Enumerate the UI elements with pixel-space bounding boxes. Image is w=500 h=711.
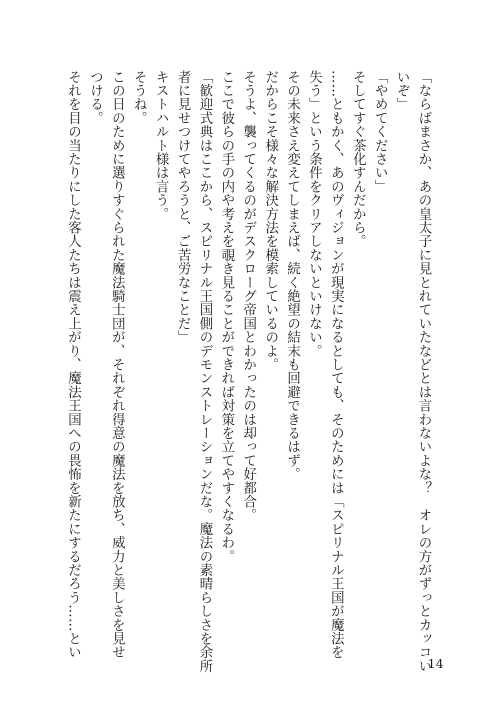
text-line: つける。: [87, 70, 103, 125]
text-line: だからこそ様々な解決方法を模索しているのよ。: [262, 70, 278, 372]
text-line: そうよ、襲ってくるのがデスクローグ帝国とわかったのは却って好都合。: [240, 70, 256, 523]
text-line: その未来さえ変えてしまえば、続く絶望の結末も回避できるはず。: [284, 70, 300, 481]
text-line: ……ともかく、あのヴィジョンが現実になるとしても、そのためには「スピリナル王国が魔法を: [328, 70, 344, 660]
text-line: 「やめてください」: [372, 70, 388, 194]
text-line: 「ならばまさか、あの皇太子に見とれていたなどとは言わないよな？ オレの方がずっとカッコい: [416, 70, 431, 673]
page-number: 14: [427, 657, 444, 671]
text-line: 者に見せつけてやろうと、ご苦労なことだ」: [175, 70, 191, 344]
text-line: いぞ」: [394, 70, 410, 112]
body-text: [62, 70, 434, 673]
text-line: そうね。: [131, 70, 147, 125]
text-line: それを目の当たりにした客人たちは震え上がり、魔法王国への畏怖を新たにするだろう……とい: [65, 70, 81, 660]
text-line: ここで彼らの手の内や考えを覗き見ることができれば対策を立てやすくなるわ。: [218, 70, 234, 564]
text-line: この日のために選りすぐられた魔法騎士団が、それぞれ得意の魔法を放ち、威力と美しさを見せ: [109, 70, 125, 660]
text-line: 「歓迎式典はここから、スピリナル王国側のデモンストレーションだな。魔法の素晴らしさを余所: [196, 70, 212, 673]
text-line: 失う」という条件をクリアしないといけない。: [306, 70, 322, 358]
text-line: そしてすぐ茶化すんだから。: [350, 70, 366, 249]
text-line: キストハルト様は言う。: [153, 70, 169, 221]
